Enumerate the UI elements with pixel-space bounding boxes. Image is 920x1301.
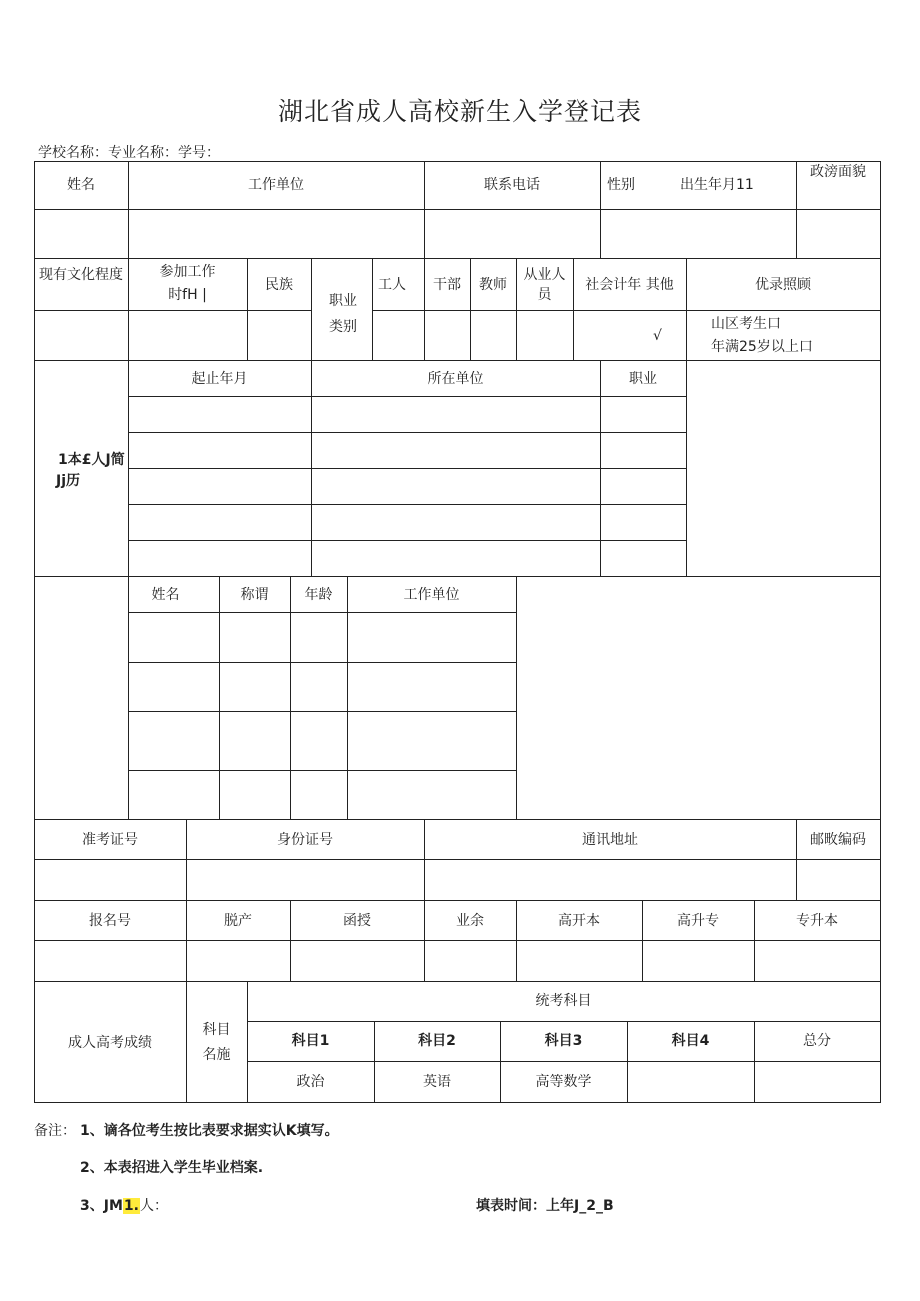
note-3-highlight: 1. bbox=[123, 1198, 139, 1214]
address-label: 通讯地址 bbox=[582, 832, 638, 848]
subject-name-label-line2: 名施 bbox=[202, 1047, 231, 1063]
work-unit-label: 工作单位 bbox=[248, 177, 304, 193]
employee-option-line2: 员 bbox=[537, 287, 552, 303]
hs-to-college-option: 高升专 bbox=[677, 913, 719, 929]
school-major-id-line: 学校名称：专业名称：学号： bbox=[38, 145, 220, 161]
phone-label: 联系电话 bbox=[484, 177, 540, 193]
social-other-option: 社会计年 其他 bbox=[585, 277, 674, 293]
over-25-option: 年满25岁以上口 bbox=[711, 339, 813, 355]
birth-date-label: 出生年月11 bbox=[680, 177, 754, 193]
fill-time: 填表时间：上年J_2_B bbox=[476, 1198, 614, 1214]
note-2: 2、本表招进入学生毕业档案. bbox=[80, 1160, 264, 1176]
family-relation-header: 称谓 bbox=[240, 587, 269, 603]
postcode-label: 邮畋编码 bbox=[810, 832, 866, 848]
gender-label: 性别 bbox=[607, 177, 635, 193]
note-3 bbox=[80, 1195, 168, 1215]
resume-label-line2: Jj历 bbox=[56, 473, 81, 489]
mountain-area-option: 山区考生口 bbox=[711, 316, 781, 332]
work-start-label-line1: 参加工作 bbox=[159, 264, 216, 280]
subject-english: 英语 bbox=[423, 1074, 451, 1090]
political-status-label: 政滂面貌 bbox=[810, 164, 866, 180]
hs-to-bachelor-option: 高开本 bbox=[558, 913, 600, 929]
note-1: 1、谪各位考生按比表要求据实认K填写。 bbox=[80, 1123, 339, 1139]
name-label: 姓名 bbox=[67, 177, 95, 193]
subject-politics: 政治 bbox=[296, 1074, 325, 1090]
subject-4-header: 科目4 bbox=[671, 1033, 710, 1049]
resume-period-header: 起止年月 bbox=[191, 371, 248, 387]
resume-label-line1: 1本£人J简 bbox=[58, 452, 125, 468]
exam-number-label: 准考证号 bbox=[82, 832, 138, 848]
family-name-header: 姓名 bbox=[151, 587, 180, 603]
page-title: 湖北省成人高校新生入学登记表 bbox=[277, 97, 642, 126]
worker-option: 工人 bbox=[378, 277, 406, 293]
ethnicity-label: 民族 bbox=[265, 277, 293, 293]
college-to-bachelor-option: 专升本 bbox=[796, 913, 838, 929]
job-category-label: 职业类别 bbox=[329, 293, 357, 335]
cadre-option: 干部 bbox=[433, 277, 461, 293]
unified-subjects-header: 统考科目 bbox=[535, 993, 592, 1009]
spare-time-option: 业余 bbox=[456, 913, 484, 929]
subject-3-header: 科目3 bbox=[544, 1033, 583, 1049]
family-unit-header: 工作单位 bbox=[403, 587, 460, 603]
note-3-suffix: 人： bbox=[139, 1198, 168, 1214]
correspondence-option: 函授 bbox=[343, 913, 371, 929]
total-score-header: 总分 bbox=[803, 1033, 831, 1049]
id-number-label: 身份证号 bbox=[277, 832, 333, 848]
preferential-label: 优录照顾 bbox=[755, 277, 811, 293]
employee-option-line1: 从业人 bbox=[523, 267, 566, 283]
subject-1-header: 科目1 bbox=[291, 1033, 330, 1049]
notes-prefix: 备注： bbox=[34, 1123, 76, 1139]
checkmark: √ bbox=[653, 328, 662, 344]
subject-2-header: 科目2 bbox=[418, 1033, 456, 1049]
fulltime-option: 脱产 bbox=[224, 913, 252, 929]
education-label: 现有文化程度 bbox=[39, 267, 123, 283]
registration-number-label: 报名号 bbox=[89, 913, 131, 929]
exam-score-label: 成人高考成绩 bbox=[68, 1035, 152, 1051]
teacher-option: 教师 bbox=[479, 277, 507, 293]
family-age-header: 年龄 bbox=[304, 587, 333, 603]
work-start-label-line2: 时fH | bbox=[168, 287, 207, 303]
resume-unit-header: 所在单位 bbox=[427, 371, 484, 387]
resume-job-header: 职业 bbox=[629, 371, 657, 387]
subject-math: 高等数学 bbox=[535, 1074, 592, 1090]
subject-name-label-line1: 科目 bbox=[202, 1022, 231, 1038]
note-3-prefix: 3、JM bbox=[80, 1198, 123, 1214]
